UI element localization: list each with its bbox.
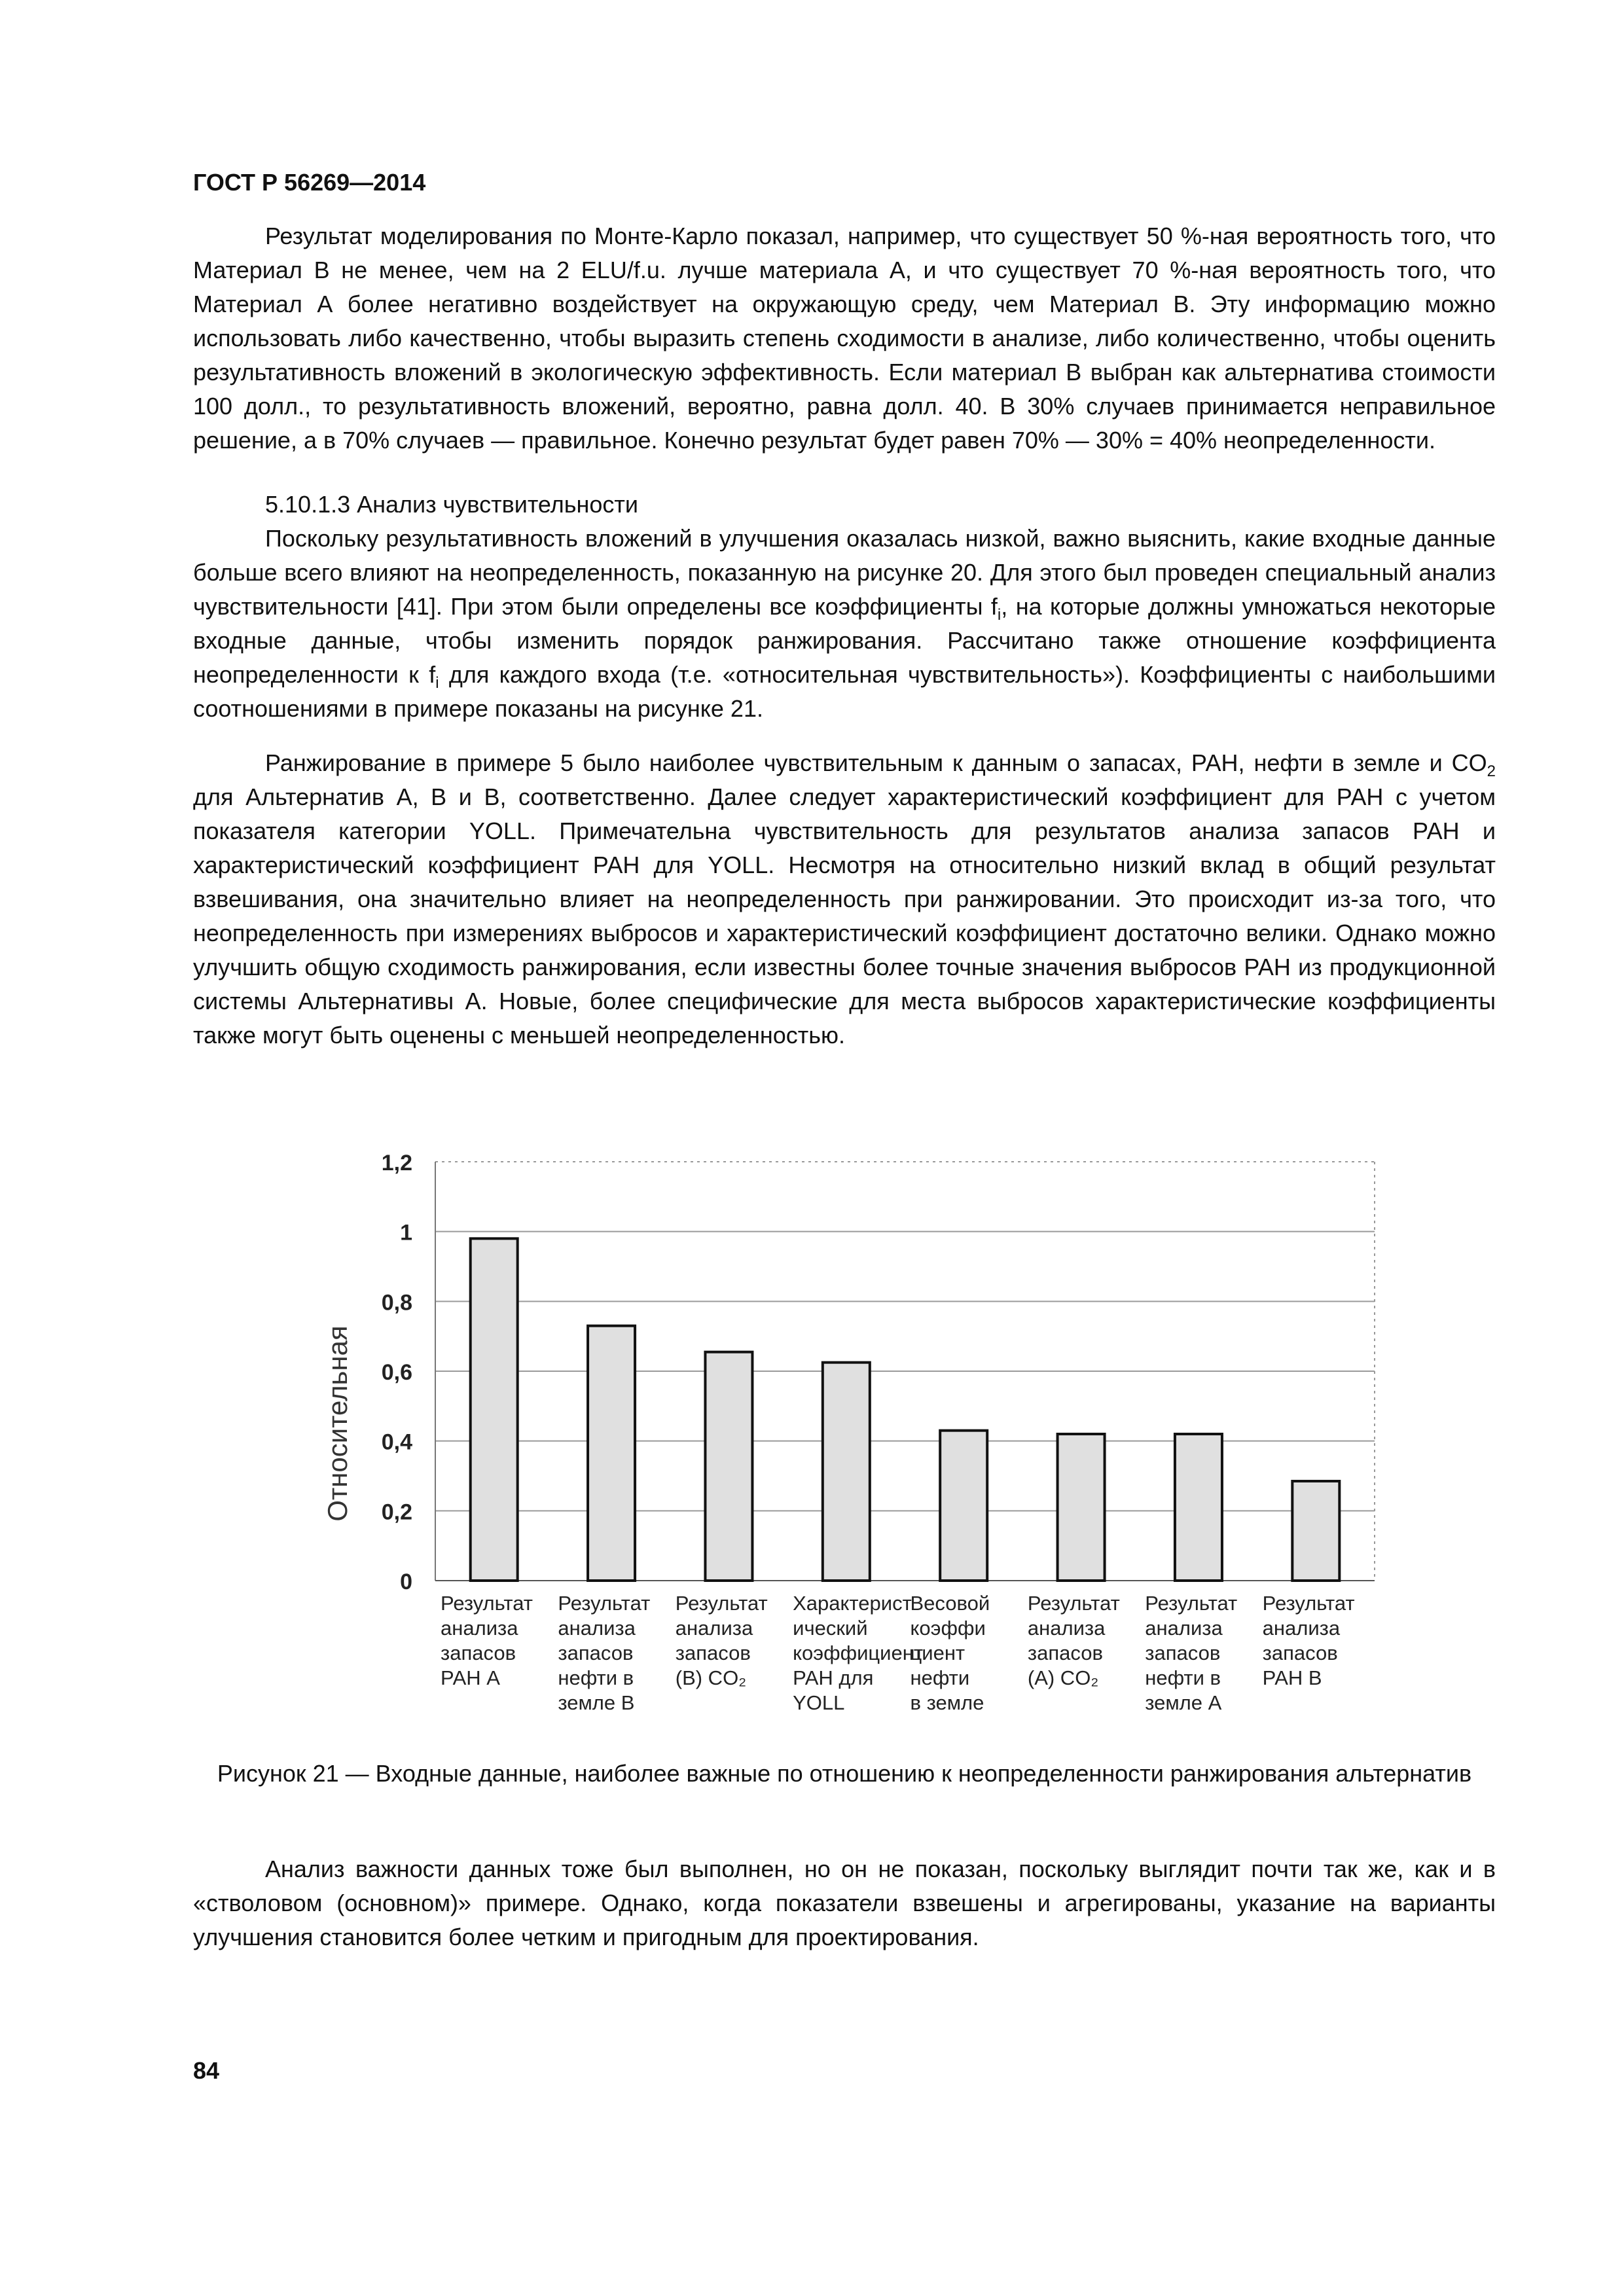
x-category-label: Результат [1145,1592,1238,1615]
x-category-label: Весовой [910,1592,990,1615]
figure-21-chart [308,1139,1388,1728]
bar [823,1363,870,1581]
text-run: , на которые должны умножаться некоторые входные данные, чтобы изменить порядок ранжирования. Рассчитано также отношение коэффициента неопределенности к f [193,593,1496,688]
x-category-label: Результат [675,1592,768,1615]
bar [1292,1481,1339,1581]
x-category-label: коэффи [910,1617,986,1640]
x-category-label: (А) CO₂ [1027,1666,1099,1689]
x-category-label: запасов [675,1641,751,1664]
x-category-label: запасов [1262,1641,1338,1664]
bar [1175,1434,1222,1581]
y-axis-label: Относительная [322,1325,353,1522]
x-category-label: циент [910,1641,965,1664]
y-tick-label: 1,2 [381,1151,412,1175]
x-category-label: коэффициент [793,1641,924,1664]
bar [705,1352,752,1581]
paragraph-monte-carlo [193,219,1496,457]
bar [940,1431,987,1581]
x-category-label: земле А [1145,1691,1222,1714]
x-category-label: земле В [558,1691,635,1714]
text-run: для Альтернатив А, В и В, соответственно. Далее следует характеристический коэффициент для РАН с учетом показателя категории YOLL. Примечательна чувствительность для результатов анализа запасов РАН и характеристический коэффициент РАН для YOLL. Несмотря на относительно низкий вклад в общий результат взвешивания, она значительно влияет на неопределенность при ранжировании. Это происходит из-за того, что неопределенность при измерениях выбросов и характеристический коэффициент достаточно велики. Однако можно улучшить общую сходимость ранжирования, если известны более точные значения выбросов РАН из продукционной системы Альтернативы А. Новые, более специфические для места выбросов характеристические коэффициенты также могут быть оценены с меньшей неопределенностью. [193,783,1496,1049]
section-heading-text: 5.10.1.3 Анализ чувствительности [265,491,639,518]
x-category-label: анализа [675,1617,753,1640]
text-run: Поскольку результативность вложений в улучшения оказалась низкой, важно выяснить, какие входные данные больше всего влияют на неопределенность, показанную на рисунке 20. Для этого был проведен специальный анализ чувствительности [41]. При этом были определены все коэффициенты f [193,525,1496,620]
bar [588,1326,635,1581]
x-category-label: YOLL [793,1691,845,1714]
figure-caption: Рисунок 21 — Входные данные, наиболее важные по отношению к неопределенности ранжирования альтернатив [217,1760,1472,1787]
x-category-label: анализа [441,1617,518,1640]
x-category-label: запасов [1027,1641,1103,1664]
subscript: 2 [1487,762,1496,780]
x-category-label: РАН В [1262,1666,1322,1689]
page-number: 84 [193,2057,220,2084]
y-tick-label: 0,8 [381,1290,412,1316]
bar-chart [308,1139,1388,1728]
y-tick-label: 0,2 [381,1499,412,1525]
x-category-label: Результат [558,1592,651,1615]
x-category-label: в земле [910,1691,984,1714]
y-tick-label: 1 [400,1220,412,1246]
paragraph-text: Анализ важности данных тоже был выполнен, но он не показан, поскольку выглядит почти так же, как и в «стволовом (основном)» примере. Однако, когда показатели взвешены и агрегированы, указание на варианты улучшения становится более четким и пригодным для проектирования. [193,1856,1496,1950]
x-category-label: анализа [1145,1617,1223,1640]
text-run: для каждого входа (т.е. «относительная чувствительность»). Коэффициенты с наибольшими соотношениями в примере показаны на рисунке 21. [193,661,1496,722]
x-category-label: ический [793,1617,868,1640]
y-tick-label: 0,6 [381,1360,412,1385]
x-category-label: нефти в [1145,1666,1221,1689]
paragraph-sensitivity [193,522,1496,726]
x-category-label: запасов [558,1641,634,1664]
y-tick-label: 0,4 [381,1429,412,1455]
paragraph-importance [193,1852,1496,1954]
x-category-label: Результат [1027,1592,1120,1615]
x-category-label: РАН А [441,1666,500,1689]
subscript: i [435,674,439,692]
x-category-label: Характерист [793,1592,912,1615]
x-category-label: РАН для [793,1666,874,1689]
x-category-label: анализа [1262,1617,1341,1640]
x-category-label: анализа [1027,1617,1106,1640]
x-category-label: (В) CO₂ [675,1666,747,1689]
x-category-label: Результат [1262,1592,1355,1615]
x-category-label: нефти [910,1666,970,1689]
x-category-label: анализа [558,1617,636,1640]
y-tick-label: 0 [400,1570,412,1594]
x-category-label: запасов [1145,1641,1221,1664]
bar [471,1238,518,1581]
paragraph-text [193,522,1496,726]
bar [1058,1434,1105,1581]
x-category-label: Результат [441,1592,533,1615]
subscript: i [997,606,1001,624]
x-category-label: запасов [441,1641,516,1664]
document-header: ГОСТ Р 56269—2014 [193,169,426,196]
text-run: Ранжирование в примере 5 было наиболее чувствительным к данным о запасах, РАН, нефти в земле и CO [265,749,1487,776]
section-heading [193,488,1496,522]
paragraph-ranking [193,746,1496,1052]
paragraph-text [193,746,1496,1052]
x-category-label: нефти в [558,1666,634,1689]
paragraph-text: Результат моделирования по Монте-Карло показал, например, что существует 50 %-ная вероятность того, что Материал В не менее, чем на 2 ELU/f.u. лучше материала А, и что существует 70 %-ная вероятность того, что Материал А более негативно воздействует на окружающую среду, чем Материал В. Эту информацию можно использовать либо качественно, чтобы выразить степень сходимости в анализе, либо количественно, чтобы оценить результативность вложений в экологическую эффективность. Если материал В выбран как альтернатива стоимости 100 долл., то результативность вложений, вероятно, равна долл. 40. В 30% случаев принимается неправильное решение, а в 70% случаев — правильное. Конечно результат будет равен 70% — 30% = 40% неопределенности. [193,223,1496,454]
